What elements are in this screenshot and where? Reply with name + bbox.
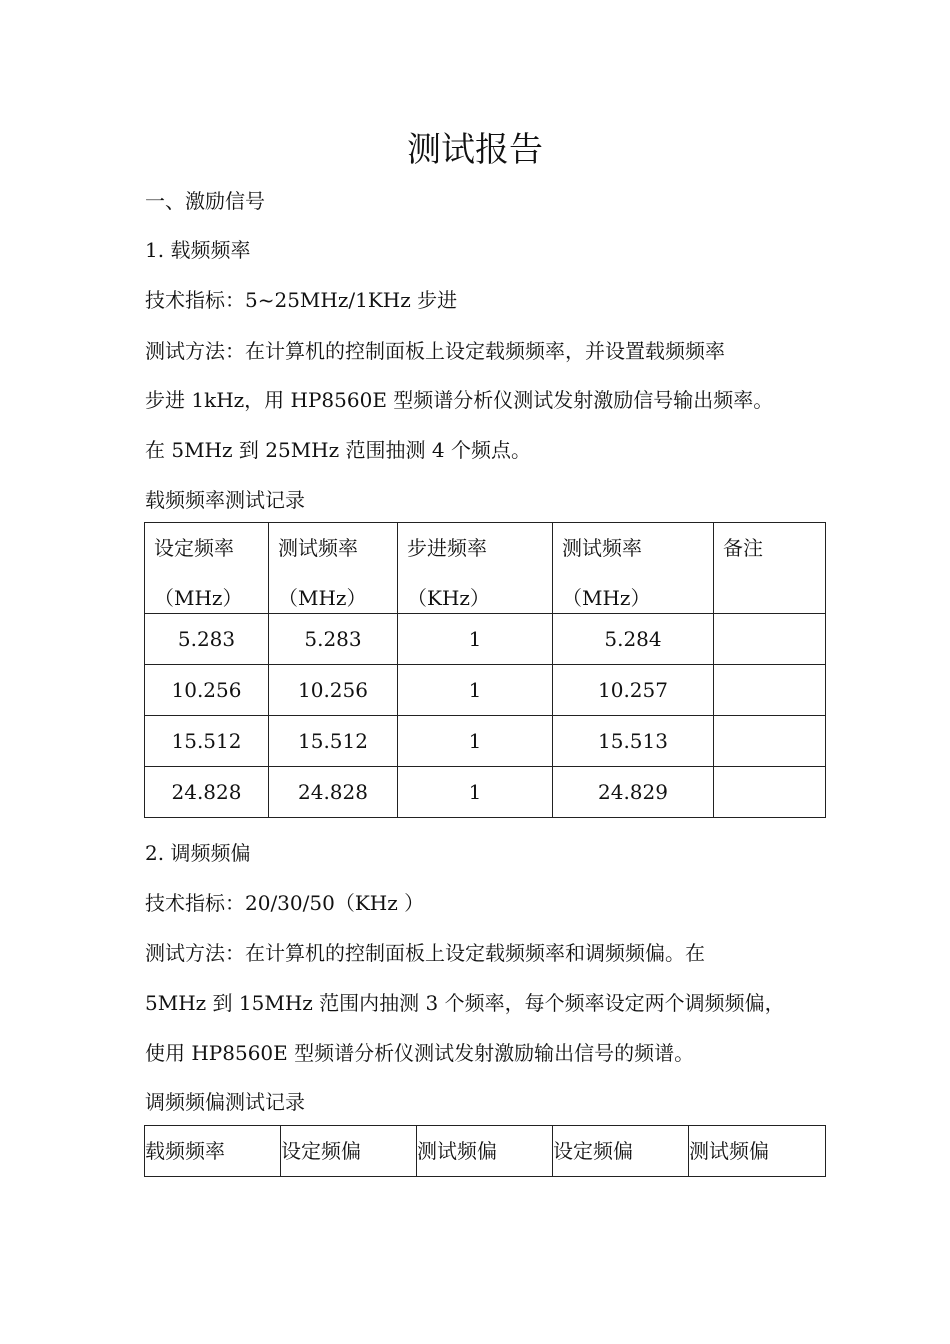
fm-deviation-table: [144, 1125, 826, 1177]
table-cell: 24.828: [269, 767, 398, 818]
header-cell: 设定频偏: [281, 1126, 417, 1177]
table-cell: [714, 716, 826, 767]
table-cell: 1: [398, 614, 553, 665]
table-row: [145, 716, 826, 767]
table-cell: 24.828: [145, 767, 269, 818]
subsection-heading-carrier: 1. 载频频率: [145, 238, 251, 262]
table-header-row: [145, 523, 826, 614]
spec-text-fm: 技术指标：20/30/50（KHz ）: [145, 891, 425, 915]
method-line: 使用 HP8560E 型频谱分析仪测试发射激励输出信号的频谱。: [145, 1041, 695, 1065]
table-cell: 15.512: [145, 716, 269, 767]
table-cell: 15.513: [553, 716, 714, 767]
table-cell: 5.284: [553, 614, 714, 665]
table-cell: [714, 614, 826, 665]
table-cell: [714, 665, 826, 716]
header-cell: 载频频率: [145, 1126, 281, 1177]
table-cell: 5.283: [269, 614, 398, 665]
table-cell: 1: [398, 716, 553, 767]
method-line: 测试方法：在计算机的控制面板上设定载频频率和调频频偏。在: [145, 941, 705, 965]
carrier-frequency-table: [144, 522, 826, 818]
method-line: 在 5MHz 到 25MHz 范围抽测 4 个频点。: [145, 438, 531, 462]
spec-text-carrier: 技术指标：5~25MHz/1KHz 步进: [145, 288, 458, 312]
table-row: [145, 767, 826, 818]
method-line: 步进 1kHz，用 HP8560E 型频谱分析仪测试发射激励信号输出频率。: [145, 388, 774, 412]
table-cell: [714, 767, 826, 818]
table-caption-carrier: 载频频率测试记录: [145, 488, 305, 512]
table-cell: 5.283: [145, 614, 269, 665]
table-cell: 1: [398, 767, 553, 818]
header-cell: 设定频率 （MHz）: [145, 523, 269, 614]
table-cell: 1: [398, 665, 553, 716]
table-row: [145, 665, 826, 716]
report-title: 测试报告: [407, 130, 543, 170]
table-cell: 10.256: [145, 665, 269, 716]
method-line: 测试方法：在计算机的控制面板上设定载频频率，并设置载频频率: [145, 339, 725, 363]
table-cell: 15.512: [269, 716, 398, 767]
table-row: [145, 614, 826, 665]
header-cell: 测试频率 （MHz）: [553, 523, 714, 614]
section-heading: 一、激励信号: [145, 189, 265, 213]
method-line: 5MHz 到 15MHz 范围内抽测 3 个频率，每个频率设定两个调频频偏，: [145, 991, 785, 1015]
header-cell: 步进频率 （KHz）: [398, 523, 553, 614]
header-cell: 测试频偏: [417, 1126, 553, 1177]
table-cell: 10.257: [553, 665, 714, 716]
header-cell: 备注: [714, 523, 826, 614]
subsection-heading-fm: 2. 调频频偏: [145, 841, 251, 865]
header-cell: 测试频偏: [689, 1126, 826, 1177]
table-cell: 10.256: [269, 665, 398, 716]
table-caption-fm: 调频频偏测试记录: [145, 1090, 305, 1114]
table-header-row: [145, 1126, 826, 1177]
header-cell: 设定频偏: [553, 1126, 689, 1177]
table-cell: 24.829: [553, 767, 714, 818]
header-cell: 测试频率 （MHz）: [269, 523, 398, 614]
